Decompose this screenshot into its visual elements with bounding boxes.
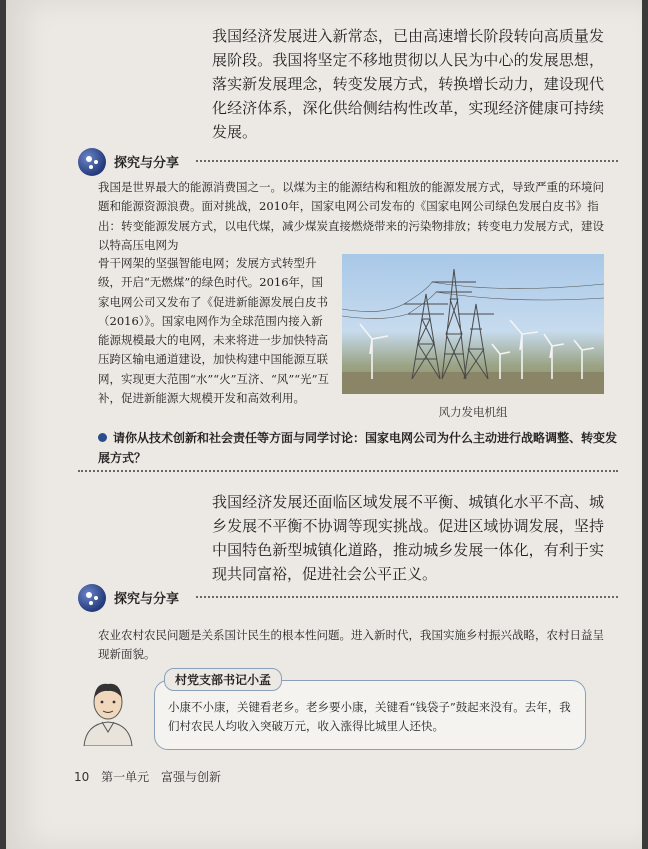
unit-label: 第一单元	[101, 770, 150, 784]
dotted-divider	[196, 596, 618, 598]
unit-title: 富强与创新	[160, 770, 221, 784]
page-number: 10	[74, 770, 90, 784]
section1-text-full: 我国是世界最大的能源消费国之一。以煤为主的能源结构和粗放的能源发展方式，导致严重的环境问题和能源资源浪费。面对挑战，2010年，国家电网公司发布的《国家电网公司绿色发展白皮书》指出：转变能源发展方式，以电代煤，减少煤炭直接燃烧带来的污染物排放；转变电力发展方式，建设以特高压电网为	[98, 180, 604, 252]
discussion-question	[98, 428, 618, 468]
question-text: 请你从技术创新和社会责任等方面与同学讨论：国家电网公司为什么主动进行战略调整、转变发展方式？	[98, 431, 618, 465]
globe-icon	[78, 584, 106, 612]
speaker-quote: 小康不小康，关键看老乡。老乡要小康，关键看“钱袋子”鼓起来没有。去年，我们村农民人均收入突破万元，收入涨得比城里人还快。	[168, 700, 571, 734]
dotted-divider	[196, 160, 618, 162]
section-header-explore-share-1	[78, 148, 618, 174]
wind-turbine-photo	[342, 254, 604, 394]
regional-development-paragraph: 我国经济发展还面临区域发展不平衡、城镇化水平不高、城乡发展不平衡不协调等现实挑战。促进区域协调发展，坚持中国特色新型城镇化道路，推动城乡发展一体化，有利于实现共同富裕，促进社会公平正义。	[212, 493, 604, 583]
dotted-divider	[78, 470, 618, 472]
section1-text-left: 骨干网架的坚强智能电网；发展方式转型升级，开启“无燃煤”的绿色时代。2016年，国家电网公司又发布了《促进新能源发展白皮书（2016）》。国家电网作为全球范围内接入新能源规模最大的电网，未来将进一步加快特高压跨区输电通道建设，加快构建中国能源互联网，实现更大范围“水”“火”互济、“风”“光”互补，促进新能源大规模开发和高效利用。	[98, 256, 330, 406]
intro-paragraph: 我国经济发展进入新常态，已由高速增长阶段转向高质量发展阶段。我国将坚定不移地贯彻以人民为中心的发展思想，落实新发展理念，转变发展方式，转换增长动力，建设现代化经济体系，深化供给侧结构性改革，实现经济健康可持续发展。	[212, 27, 604, 141]
section-title: 探究与分享	[114, 592, 180, 607]
page-footer	[74, 768, 229, 785]
section-title: 探究与分享	[114, 156, 180, 171]
speaker-name: 村党支部书记小孟	[164, 668, 282, 691]
globe-icon	[78, 148, 106, 176]
textbook-page	[6, 0, 642, 849]
wind-turbine-illustration	[342, 254, 604, 394]
question-bullet-icon	[98, 433, 107, 442]
village-secretary-avatar	[80, 676, 136, 746]
section2-intro: 农业农村农民问题是关系国计民生的根本性问题。进入新时代，我国实施乡村振兴战略，农村日益呈现新面貌。	[98, 628, 604, 662]
section-header-explore-share-2	[78, 584, 618, 610]
photo-caption: 风力发电机组	[438, 405, 508, 419]
